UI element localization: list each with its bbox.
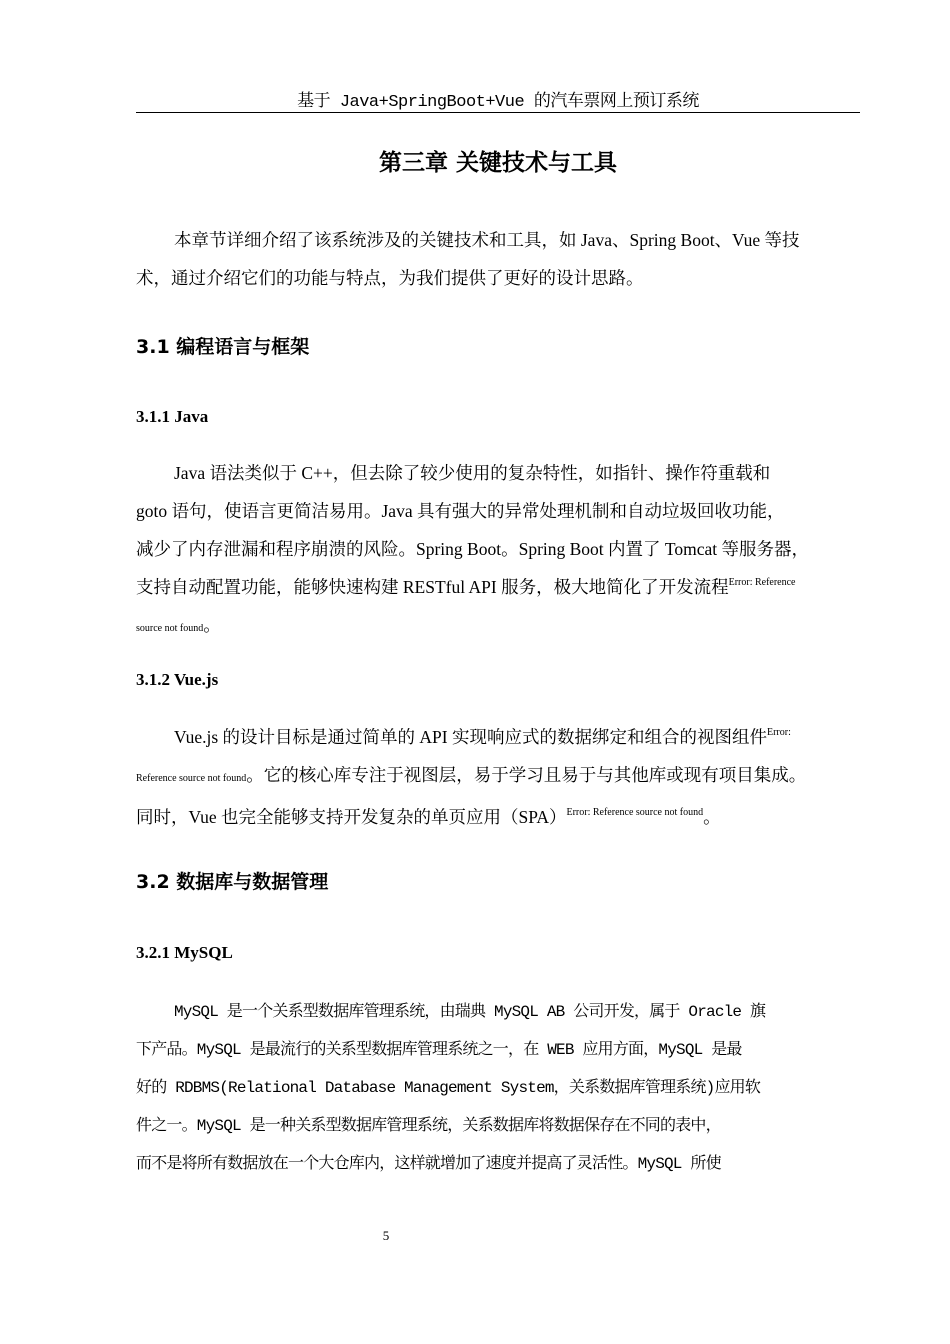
reference-error: Error: Reference source not found [566,807,704,818]
java-line: 支持自动配置功能，能够快速构建 RESTful API 服务，极大地简化了开发流程 [136,577,729,597]
running-header: 基于 Java+SpringBoot+Vue 的汽车票网上预订系统 [297,93,699,112]
intro-line: 术，通过介绍它们的功能与特点，为我们提供了更好的设计思路。 [136,268,644,288]
reference-error: source not found [136,623,204,634]
end-punctuation: 。 [203,615,221,635]
intro-line: 本章节详细介绍了该系统涉及的关键技术和工具，如 Java、Spring Boot、Vue 等技 [174,230,800,250]
mysql-line: MySQL 是一个关系型数据库管理系统，由瑞典 MySQL AB 公司开发，属于 Oracle 旗 [174,1003,766,1021]
vue-line: 同时，Vue 也完全能够支持开发复杂的单页应用（SPA） [136,807,567,827]
intro-paragraph [136,221,860,297]
page-number: 5 [382,1228,390,1243]
java-paragraph [136,454,860,648]
mysql-paragraph [136,993,860,1183]
vue-line: Vue.js 的设计目标是通过简单的 API 实现响应式的数据绑定和组合的视图组件 [174,727,767,747]
section-heading-3-1: 3.1 编程语言与框架 [136,336,310,358]
vue-line: 。它的核心库专注于视图层，易于学习且易于与其他库或现有项目集成。 [246,765,807,785]
reference-error: Error: Reference [728,577,796,588]
vue-paragraph [136,718,860,836]
subsection-heading-3-1-1: 3.1.1 Java [136,407,209,426]
java-line: 减少了内存泄漏和程序崩溃的风险。Spring Boot。Spring Boot 内置了 Tomcat 等服务器， [136,539,810,559]
java-line: goto 语句，使语言更简洁易用。Java 具有强大的异常处理机制和自动垃圾回收功能， [136,501,785,521]
mysql-line: 好的 RDBMS(Relational Database Management System，关系数据库管理系统)应用软 [136,1079,761,1097]
section-heading-3-2: 3.2 数据库与数据管理 [136,871,329,893]
chapter-title: 第三章 关键技术与工具 [378,150,617,176]
end-punctuation: 。 [703,807,721,827]
mysql-line: 下产品。MySQL 是最流行的关系型数据库管理系统之一，在 WEB 应用方面，MySQL 是最 [136,1041,742,1059]
subsection-heading-3-1-2: 3.1.2 Vue.js [136,670,219,689]
java-line: Java 语法类似于 C++，但去除了较少使用的复杂特性，如指针、操作符重载和 [174,463,771,483]
mysql-line: 件之一。MySQL 是一种关系型数据库管理系统，关系数据库将数据保存在不同的表中， [136,1117,721,1135]
header-rule [136,112,860,113]
mysql-line: 而不是将所有数据放在一个大仓库内，这样就增加了速度并提高了灵活性。MySQL 所使 [136,1155,721,1173]
subsection-heading-3-2-1: 3.2.1 MySQL [136,943,233,962]
reference-error: Reference source not found [136,773,247,784]
reference-error: Error: [766,727,791,738]
